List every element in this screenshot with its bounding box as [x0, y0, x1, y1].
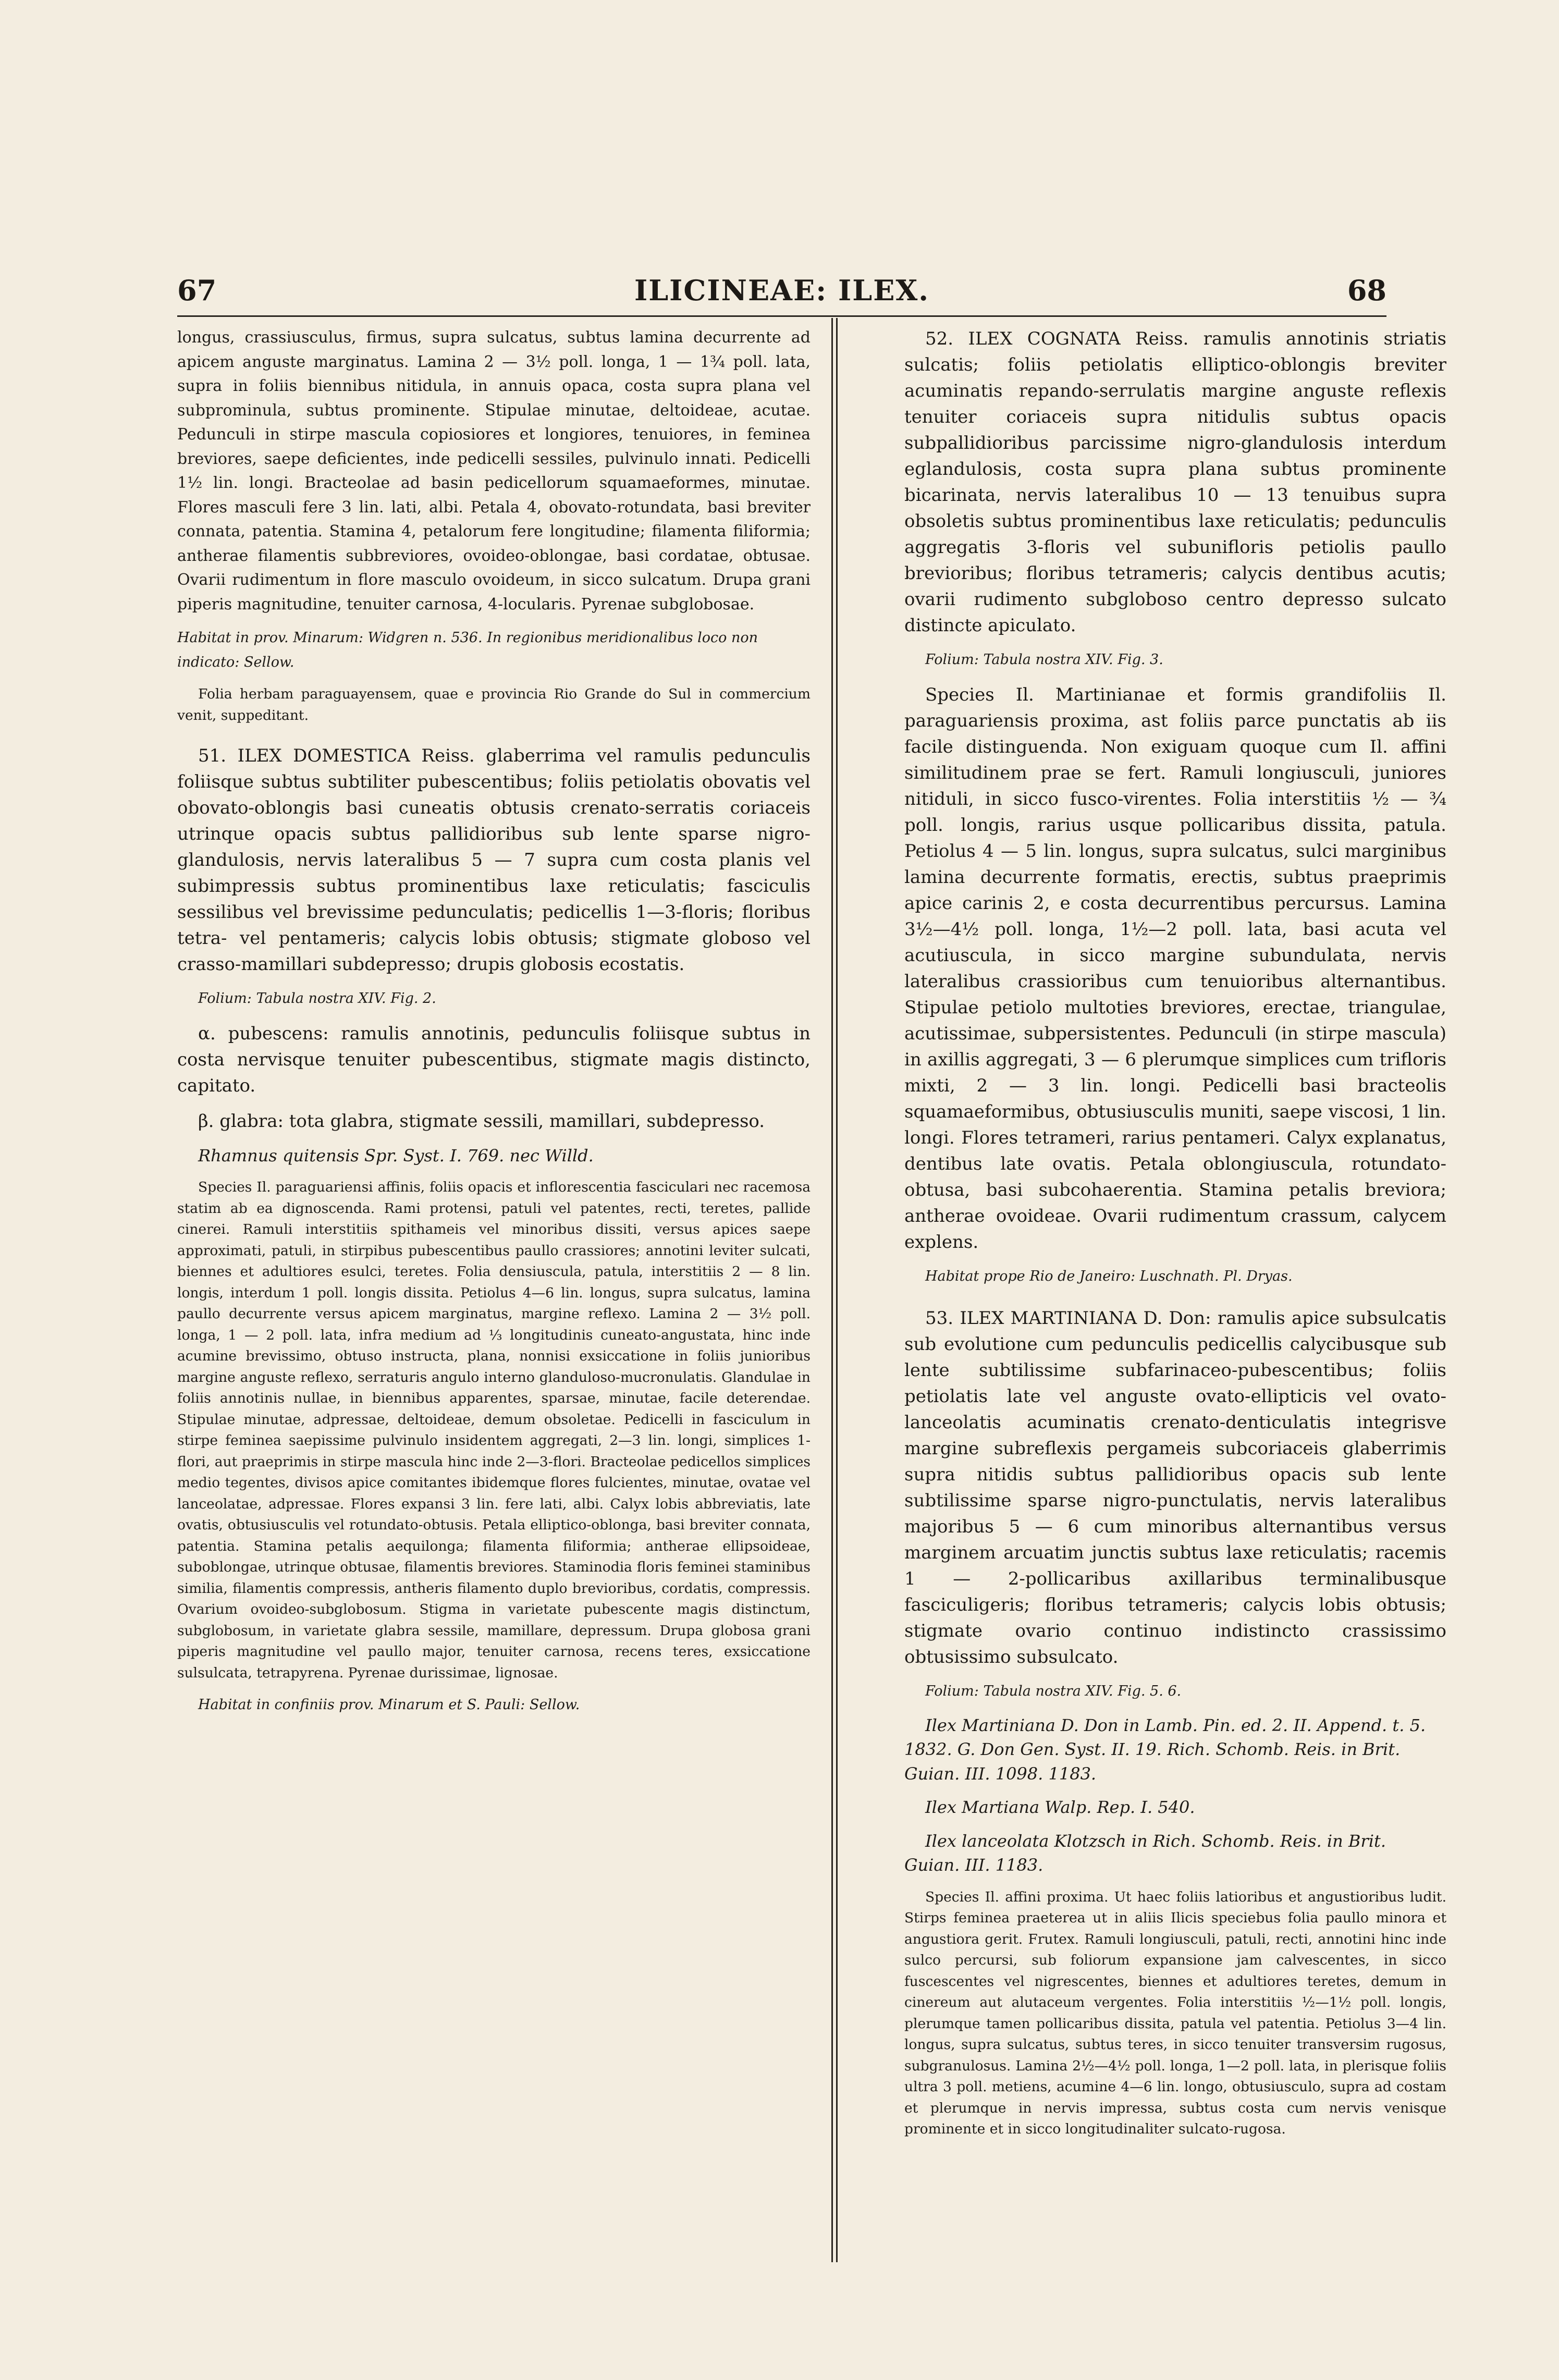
running-header — [177, 268, 1386, 317]
variety-beta: β. glabra: tota glabra, stigmate sessili, mamillari, subdepresso. — [198, 1110, 765, 1132]
species-description: Species Il. Martinianae et formis grandifoliis Il. paraguariensis proxima, ast foliis parce punctatis ab iis facile distinguenda. Non exiguam quoque cum Il. affini similitudinem prae se fert. Ramuli longiusculi, juniores nitiduli, in sicco fusco-virentes. Folia interstitiis ½ — ¾ poll. longis, rarius usque pollicaribus dissita, patula. Petiolus 4 — 5 lin. longus, supra sulcatus, sulci marginibus lamina decurrente formatis, erectis, subtus praeprimis apice carinis 2, e costa decurrentibus percursus. Lamina 3½—4½ poll. longa, 1½—2 poll. lata, basi acuta vel acutiuscula, in sicco margine subundulata, nervis lateralibus crassioribus cum tenuioribus alternantibus. Stipulae petiolo multoties breviores, erectae, triangulae, acutissimae, subpersistentes. Pedunculi (in stirpe mascula) in axillis aggregati, 3 — 6 plerumque simplices cum trifloris mixti, 2 — 3 lin. longi. Pedicelli basi bracteolis squamaeformibus, obtusiusculis muniti, saepe viscosi, 1 lin. longi. Flores tetrameri, rarius pentameri. Calyx explanatus, dentibus late ovatis. Petala oblongiuscula, rotundato-obtusa, basi subcohaerentia. Stamina petalis breviora; antherae ovoideae. Ovarii rudimentum crassum, calycem explens. — [904, 684, 1446, 1253]
folium-reference: Folium: Tabula nostra XIV. Fig. 2. — [198, 990, 436, 1007]
page-number-right: 68 — [1347, 274, 1386, 307]
folium-reference: Folium: Tabula nostra XIV. Fig. 3. — [925, 652, 1163, 668]
species-entry-53: 53. ILEX MARTINIANA D. Don: ramulis apice subsulcatis sub evolutione cum pedunculis pedicellis calycibusque sub lente subtilissime subfarinaceo-pubescentibus; foliis petiolatis late vel anguste ovato-ellipticis vel ovato-lanceolatis acuminatis crenato-denticulatis integrisve margine subreflexis pergameis subcoriaceis glaberrimis supra nitidis subtus pallidioribus opacis sub lente subtilissime sparse nigro-punctulatis, nervis lateralibus majoribus 5 — 6 cum minoribus alternantibus versus marginem arcuatim junctis subtus laxe reticulatis; racemis 1 — 2-pollicaribus axillaribus terminalibusque fasciculigeris; floribus tetrameris; calycis lobis obtusis; stigmate ovario continuo indistincto crassissimo obtusissimo subsulcato. — [904, 1308, 1446, 1667]
species-description: Species Il. paraguariensi affinis, foliis opacis et inflorescentia fasciculari nec racemosa statim ab ea dignoscenda. Rami protensi, patuli vel patentes, recti, teretes, pallide cinerei. Ramuli interstitiis spithameis vel minoribus dissiti, versus apices saepe approximati, patuli, in stirpibus pubescentibus paullo crassiores; annotini leviter sulcati, biennes et adultiores esulci, teretes. Folia densiuscula, patula, interstitiis 2 — 8 lin. longis, interdum 1 poll. longis dissita. Petiolus 4—6 lin. longus, supra sulcatus, lamina paullo decurrente versus apicem marginatus, margine reflexo. Lamina 2 — 3½ poll. longa, 1 — 2 poll. lata, infra medium ad ⅓ longitudinis cuneato-angustata, hinc inde acumine brevissimo, obtuso instructa, plana, nonnisi exsiccatione in foliis junioribus margine anguste reflexo, serraturis angulo interno glanduloso-mucronulatis. Glandulae in foliis annotinis nullae, in biennibus apparentes, sparsae, minutae, facile deterendae. Stipulae minutae, adpressae, deltoideae, demum obsoletae. Pedicelli in fasciculum in stirpe feminea saepissime pulvinulo insidentem aggregati, 2—3 lin. longi, simplices 1-flori, aut praeprimis in stirpe mascula hinc inde 2—3-flori. Bracteolae pedicellos simplices medio tegentes, divisos apice comitantes ibidemque flores fulcientes, minutae, ovatae vel lanceolatae, adpressae. Flores expansi 3 lin. fere lati, albi. Calyx lobis abbreviatis, late ovatis, obtusiusculis vel rotundato-obtusis. Petala elliptico-oblonga, basi breviter connata, patentia. Stamina petalis aequilonga; filamenta filiformia; antherae ellipsoideae, suboblongae, utrinque obtusae, filamentis breviores. Staminodia floris feminei staminibus similia, filamentis compressis, antheris filamento duplo brevioribus, cordatis, compressis. Ovarium ovoideo-subglobosum. Stigma in varietate pubescente magis distinctum, subglobosum, in varietate glabra sessile, mamillare, depressum. Drupa globosa grani piperis magnitudine vel paullo major, tenuiter carnosa, recens teres, exsiccatione sulsulcata, tetrapyrena. Pyrenae durissimae, lignosae. — [177, 1179, 811, 1681]
synonym-line: Ilex Martiniana D. Don in Lamb. Pin. ed. 2. II. Append. t. 5. 1832. G. Don Gen. Syst. II. 19. Rich. Schomb. Reis. in Brit. Guian. III. 1098. 1183. — [904, 1715, 1426, 1784]
species-entry-51: 51. ILEX DOMESTICA Reiss. glaberrima vel ramulis pedunculis foliisque subtus subtiliter pubescentibus; foliis petiolatis obovatis vel obovato-oblongis basi cuneatis obtusis crenato-serratis coriaceis utrinque opacis subtus pallidioribus sub lente sparse nigro-glandulosis, nervis lateralibus 5 — 7 supra cum costa planis vel subimpressis subtus prominentibus laxe reticulatis; fasciculis sessilibus vel brevissime pedunculatis; pedicellis 1—3-floris; floribus tetra- vel pentameris; calycis lobis obtusis; stigmate globoso vel crasso-mamillari subdepresso; drupis globosis ecostatis. — [177, 745, 811, 975]
remark-paragraph: Folia herbam paraguayensem, quae e provincia Rio Grande do Sul in commercium venit, suppeditant. — [177, 686, 811, 723]
paragraph-continued: longus, crassiusculus, firmus, supra sulcatus, subtus lamina decurrente ad apicem anguste marginatus. Lamina 2 — 3½ poll. longa, 1 — 1¾ poll. lata, supra in foliis biennibus nitidula, in annuis opaca, costa supra plana vel subprominula, subtus prominente. Stipulae minutae, deltoideae, acutae. Pedunculi in stirpe mascula copiosiores et longiores, tenuiores, in feminea breviores, saepe deficientes, inde pedicelli sessiles, pulvinulo innati. Pedicelli 1½ lin. longi. Bracteolae ad basin pedicellorum squamaeformes, minutae. Flores masculi fere 3 lin. lati, albi. Petala 4, obovato-rotundata, basi breviter connata, patentia. Stamina 4, petalorum fere longitudine; filamenta filiformia; antherae filamentis subbreviores, ovoideo-oblongae, basi cordatae, obtusae. Ovarii rudimentum in flore masculo ovoideum, in sicco sulcatum. Drupa grani piperis magnitudine, tenuiter carnosa, 4-locularis. Pyrenae subglobosae. — [177, 328, 811, 614]
page-number-left: 67 — [177, 274, 217, 307]
right-column — [904, 326, 1446, 2291]
synonym-line: Ilex Martiana Walp. Rep. I. 540. — [925, 1797, 1195, 1817]
column-divider-second — [836, 318, 838, 2262]
species-entry-52: 52. ILEX COGNATA Reiss. ramulis annotinis striatis sulcatis; foliis petiolatis elliptico-oblongis breviter acuminatis repando-serrulatis margine anguste reflexis tenuiter coriaceis supra nitidulis subtus opacis subpallidioribus parcissime nigro-glandulosis interdum eglandulosis, costa supra plana subtus prominente bicarinata, nervis lateralibus 10 — 13 tenuibus supra obsoletis subtus prominentibus laxe reticulatis; pedunculis aggregatis 3-floris vel subunifloris petiolis paullo brevioribus; floribus tetrameris; calycis dentibus acutis; ovarii rudimento subgloboso centro depresso sulcato distincte apiculato. — [904, 328, 1446, 636]
species-description: Species Il. affini proxima. Ut haec foliis latioribus et angustioribus ludit. Stirps feminea praeterea ut in aliis Ilicis speciebus folia paullo minora et angustiora gerit. Frutex. Ramuli longiusculi, patuli, recti, annotini hinc inde sulco percursi, sub foliorum expansione jam calvescentes, in sicco fuscescentes vel nigrescentes, biennes et adultiores teretes, demum in cinereum aut alutaceum vergentes. Folia interstitiis ½—1½ poll. longis, plerumque tamen pollicaribus dissita, patula vel patentia. Petiolus 3—4 lin. longus, supra sulcatus, subtus teres, in sicco tenuiter transversim rugosus, subgranulosus. Lamina 2½—4½ poll. longa, 1—2 poll. lata, in plerisque foliis ultra 3 poll. metiens, acumine 4—6 lin. longo, obtusiusculo, supra ad costam et plerumque in nervis impressa, subtus costa cum nervis venisque prominente et in sicco longitudinaliter sulcato-rugosa. — [904, 1888, 1446, 2137]
column-divider — [831, 318, 833, 2262]
habitat-note: Habitat in confiniis prov. Minarum et S. Pauli: Sellow. — [198, 1697, 580, 1713]
variety-alpha: α. pubescens: ramulis annotinis, pedunculis foliisque subtus in costa nervisque tenuiter pubescentibus, stigmate magis distincto, capitato. — [177, 1023, 811, 1096]
synonym-line: Rhamnus quitensis Spr. Syst. I. 769. nec Willd. — [198, 1145, 594, 1166]
folium-reference: Folium: Tabula nostra XIV. Fig. 5. 6. — [925, 1683, 1182, 1699]
habitat-note: Habitat in prov. Minarum: Widgren n. 536. In regionibus meridionalibus loco non indicato: Sellow. — [177, 630, 758, 670]
left-column — [177, 326, 811, 2291]
habitat-note: Habitat prope Rio de Janeiro: Luschnath. Pl. Dryas. — [925, 1268, 1293, 1284]
synonym-line: Ilex lanceolata Klotzsch in Rich. Schomb. Reis. in Brit. Guian. III. 1183. — [904, 1831, 1386, 1875]
running-title: ILICINEAE: ILEX. — [634, 274, 930, 307]
